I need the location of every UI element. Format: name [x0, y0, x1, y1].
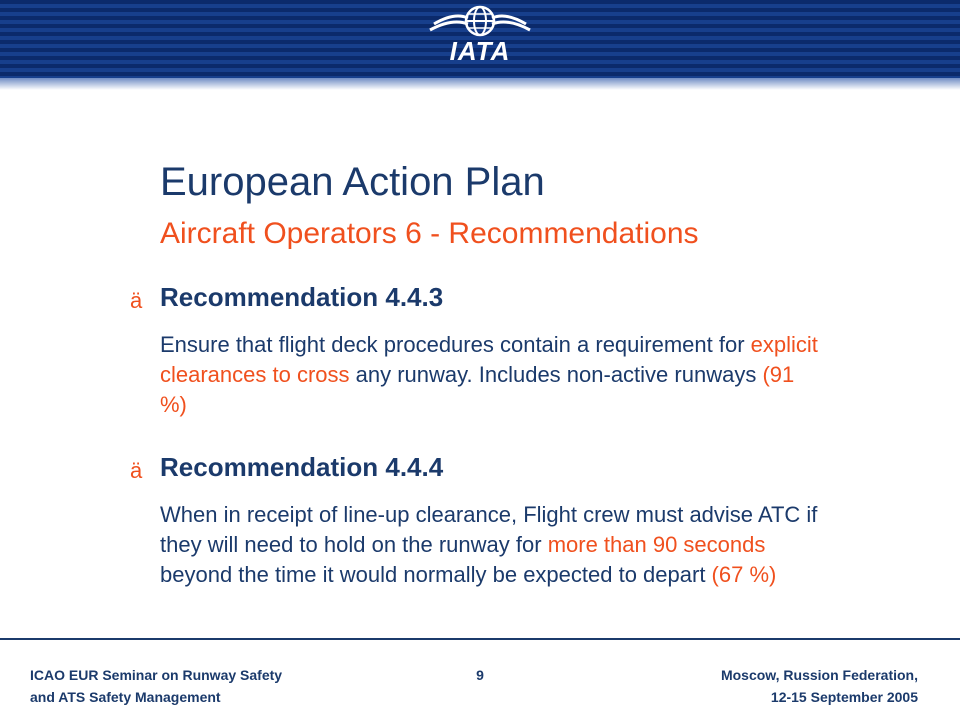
bullet-arrow-icon: ä: [130, 458, 143, 483]
slide-title: European Action Plan: [160, 160, 545, 204]
slide-subtitle: Aircraft Operators 6 - Recommendations: [160, 217, 699, 250]
footer-event-line2: and ATS Safety Management: [30, 689, 221, 705]
body-percentage: (67 %): [711, 562, 777, 587]
body-text: beyond the time it would normally be expected to depart: [160, 562, 712, 587]
header-fade: [0, 78, 960, 90]
body-text: Ensure that flight deck procedures contain a requirement for: [160, 332, 751, 357]
recommendation-body: [160, 330, 820, 420]
recommendation-heading: Recommendation 4.4.3: [160, 282, 444, 312]
footer-location-line1: Moscow, Russion Federation,: [720, 667, 918, 683]
footer-event-line1: ICAO EUR Seminar on Runway Safety: [30, 667, 283, 683]
footer-location: [721, 664, 918, 708]
body-text: When in receipt of line-up clearance, Flight crew must advise ATC if they will need to hold on the runway for: [160, 502, 818, 557]
body-highlight: explicit clearances to cross: [160, 332, 818, 387]
bullet-arrow-icon: ä: [130, 288, 143, 313]
body-percentage: (91 %): [160, 362, 795, 417]
page-number: 9: [476, 667, 484, 683]
footer-divider: [0, 638, 960, 640]
logo-text: IATA: [449, 36, 511, 66]
recommendation-heading: Recommendation 4.4.4: [160, 452, 444, 482]
body-text: any runway. Includes non-active runways: [349, 362, 763, 387]
footer-event: [30, 664, 282, 708]
iata-logo: [424, 2, 536, 72]
body-highlight: more than 90 seconds: [547, 532, 766, 557]
recommendation-body: [160, 500, 820, 590]
footer-location-line2: 12-15 September 2005: [770, 689, 918, 705]
